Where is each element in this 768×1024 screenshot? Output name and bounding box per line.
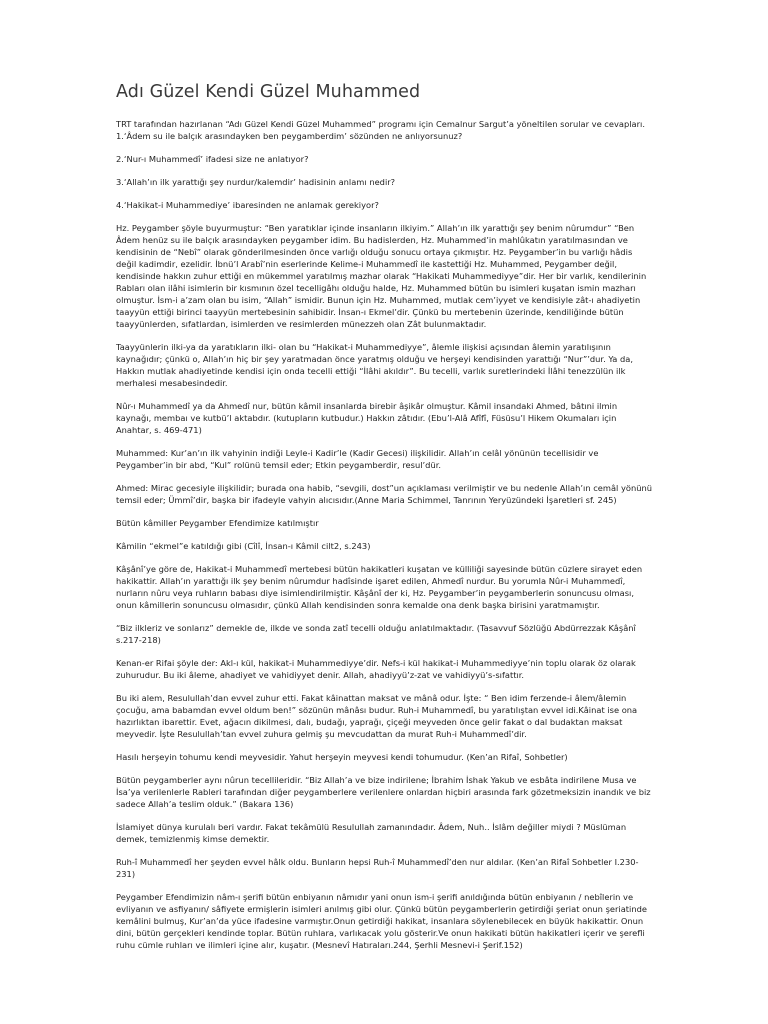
paragraph: Taayyünlerin ilki-ya da yaratıkların ilki- olan bu “Hakikat-i Muhammediyye”, âlemle ilişkisi açısından âlemin yaratılışının kaynağıdır; çünkü o, Allah’ın hiç bir şey yaratmadan önce yaratmış olduğu ve herşeyi kendisinden yarattığı “Nur”’dur. Ya da, Hakkın mutlak ahadiyetinde kendisi için onda tecelli ettiği “İlâhi akıldır”. Bu tecelli, varlık suretlerindeki İlâhi tenezzülün ilk merhalesi mesabesindedir. — [116, 342, 633, 388]
page-title: Adı Güzel Kendi Güzel Muhammed — [116, 82, 421, 102]
paragraph: 4.‘Hakikat-i Muhammediye’ ibaresinden ne anlamak gerekiyor? — [116, 200, 379, 210]
paragraph: 2.‘Nur-ı Muhammedî’ ifadesi size ne anlatıyor? — [116, 154, 309, 164]
paragraph: Kâşânî’ye göre de, Hakikat-i Muhammedî mertebesi bütün hakikatleri kuşatan ve külliliği sayesinde bütün cüzlere sirayet eden hakikattir. Allah’ın yarattığı ilk şey benim nûrumdur hadîsinde işaret edilen, Ahmedî nurdur. Bu yorumla Nûr-i Muhammedî, nurların nûru veya ruhların babası diye isimlendirilmiştir. Kâşânî der ki, Hz. Peygamber’in peygamberlerin sonuncusu olması, onun kâmillerin sonuncusu olmasıdır, çünkü Allah kendisinden sonra kemalde ona denk başka birisini yaratmamıştır. — [116, 564, 643, 610]
paragraph: “Biz ilkleriz ve sonlarız” demekle de, ilkde ve sonda zatî tecelli olduğu anlatılmaktadır. (Tasavvuf Sözlüğü Abdürrezzak Kâşânî s.217-218) — [116, 623, 636, 645]
paragraph: Ruh-î Muhammedî her şeyden evvel hâlk oldu. Bunların hepsi Ruh-î Muhammedî’den nur aldılar. (Ken’an Rifaî Sohbetler I.230-231) — [116, 857, 639, 879]
paragraph: 3.‘Allah’ın ilk yarattığı şey nurdur/kalemdir’ hadisinin anlamı nedir? — [116, 177, 396, 187]
paragraph: Bu iki alem, Resulullah’dan evvel zuhur etti. Fakat kâinattan maksat ve mânâ odur. İşte: “ Ben idim ferzende-i âlem/âlemin çocuğu, ama babamdan evvel oldum ben!” sözünün mânâsı budur. Ruh-i Muhammedî, bu yaratılıştan evvel idi.Kâinat ise ona hazırlıktan ibarettir. Evet, ağacın dikilmesi, dalı, budağı, yaprağı, çiçeği meyveden önce gelir fakat o dal budaktan maksat meyvedir. İşte Resulullah’tan evvel zuhura gelmiş şu mevcudattan da murat Ruh-i Muhammedî’dir. — [116, 693, 638, 739]
paragraph: Muhammed: Kur’an’ın ilk vahyinin indiği Leyle-i Kadir’le (Kadir Gecesi) ilişkilidir. Allah’ın celâl yönünün tecellisidir ve Peygamber’in bir abd, “Kul” rolünü temsil eder; Etkin peygamberdir, resul’dür. — [116, 448, 599, 470]
paragraph: Peygamber Efendimizin nâm-ı şerifi bütün enbiyanın nâmıdır yani onun ism-i şerifi anıldığında bütün enbiyanın / nebîlerin ve evliyanın ve asfiyanın/ sâfiyete ermişlerin isimleri anılmış gibi olur. Çünkü bütün peygamberlerin getirdiği şeriat onun şeriatinde kemâlini bulmuş, Kur’an’da yüce ifadesine varmıştır.Onun getirdiği hakikat, insanlara söylenebilecek en büyük hakikattir. Onun dini, bütün gerçekleri kendinde toplar. Bütün ruhlara, varlıkacak yolu gösterir.Ve onun hakikati bütün hakikatleri içerir ve şerefli ruhu cümle ruhları ve ilimleri içine alır, kuşatır. (Mesnevî Hatıraları.244, Şerhli Mesnevi-i Şerif.152) — [116, 892, 647, 950]
paragraph: Kâmilin “ekmel”e katıldığı gibi (Cîlî, İnsan-ı Kâmil cilt2, s.243) — [116, 541, 371, 551]
paragraph: Hz. Peygamber şöyle buyurmuştur: “Ben yaratıklar içinde insanların ilkiyim.” Allah’ın ilk yarattığı şey benim nûrumdur” “Ben Âdem henüz su ile balçık arasındayken peygamber idim. Bu hadislerden, Hz. Muhammed’in mahlûkatın yaratılmasından ve kendisinin de “Nebî” olarak gönderilmesinden önce varlığı olduğu sonucu ortaya çıkmıştır. Hz. Peygamber’in bu varlığı hâdis değil kadimdir, ezelidir. İbnü’l Arabî’nin eserlerinde Kelime-i Muhammedî ile kastettiği Hz. Muhammed, Peygamber değil, kendisinde hakkın zuhur ettiği en mükemmel yaratılmış mazhar olarak “Hakikati Muhammediyye”dir. Her bir varlık, kendilerinin Rabları olan ilâhi isimlerin bir kısmının özel tecelligâhı olduğu halde, Hz. Muhammed bütün bu isimleri kuşatan ismin mazharı olmuştur. İsm-i a’zam olan bu isim, “Allah” ismidir. Bunun için Hz. Muhammed, mutlak cem’iyyet ve kendisiyle zât-ı ahadiyetin taayyün ettiği birinci taayyün mertebesinin sahibidir. İnsan-ı Ekmel’dir. Çünkü bu mertebenin üzerinde, kendiliğinde bütün taayyünlerden, sıfatlardan, isimlerden ve resimlerden münezzeh olan Zât bulunmaktadır. — [116, 223, 647, 329]
document-body — [116, 118, 652, 962]
paragraph: Hasılı herşeyin tohumu kendi meyvesidir. Yahut herşeyin meyvesi kendi tohumudur. (Ken’an Rifaî, Sohbetler) — [116, 752, 568, 762]
paragraph: Bütün peygamberler aynı nûrun tecellileridir. “Biz Allah’a ve bize indirilene; İbrahim İshak Yakub ve esbâta indirilene Musa ve İsa’ya verilenlerle Rableri tarafından diğer peygamberlere verilenlere onlardan hiçbiri arasında fark gözetmeksizin inandık ve biz sadece Allah’a teslim olduk.” (Bakara 136) — [116, 775, 651, 809]
paragraph: Kenan-er Rifai şöyle der: Akl-ı kül, hakikat-i Muhammediyye’dir. Nefs-i kül hakikat-i Muhammediyye’nin toplu olarak öz olarak zuhurudur. Bu iki âleme, ahadiyet ve vahidiyyet denir. Allah, ahadiyyü’z-zat ve vahidiyyü’s-sıfattır. — [116, 658, 636, 680]
paragraph: Nûr-ı Muhammedî ya da Ahmedî nur, bütün kâmil insanlarda birebir âşikâr olmuştur. Kâmil insandaki Ahmed, bâtıni ilmin kaynağı, membaı ve kutbü’l aktabdır. (kutupların kutbudur.) Hakkın zâtıdır. (Ebu’l-Alâ Afîfî, Füsüsu’l Hikem Okumaları için Anahtar, s. 469-471) — [116, 401, 618, 435]
paragraph: Bütün kâmiller Peygamber Efendimize katılmıştır — [116, 518, 319, 528]
paragraph: İslamiyet dünya kurulalı beri vardır. Fakat tekâmülü Resulullah zamanındadır. Âdem, Nuh.. İslâm değiller miydi ? Müslüman demek, temizlenmiş kimse demektir. — [116, 822, 627, 844]
paragraph: TRT tarafından hazırlanan “Adı Güzel Kendi Güzel Muhammed” programı için Cemalnur Sargut’a yöneltilen sorular ve cevapları. 1.‘Âdem su ile balçık arasındayken ben peygamberdim’ sözünden ne anlıyorsunuz? — [116, 119, 645, 141]
paragraph: Ahmed: Mirac gecesiyle ilişkilidir; burada ona habib, “sevgili, dost”un açıklaması verilmiştir ve bu nedenle Allah’ın cemâl yönünü temsil eder; Ümmî’dir, başka bir ifadeyle vahyin alıcısıdır.(Anne Maria Schimmel, Tanrının Yeryüzündeki İşaretleri sf. 245) — [116, 483, 653, 505]
